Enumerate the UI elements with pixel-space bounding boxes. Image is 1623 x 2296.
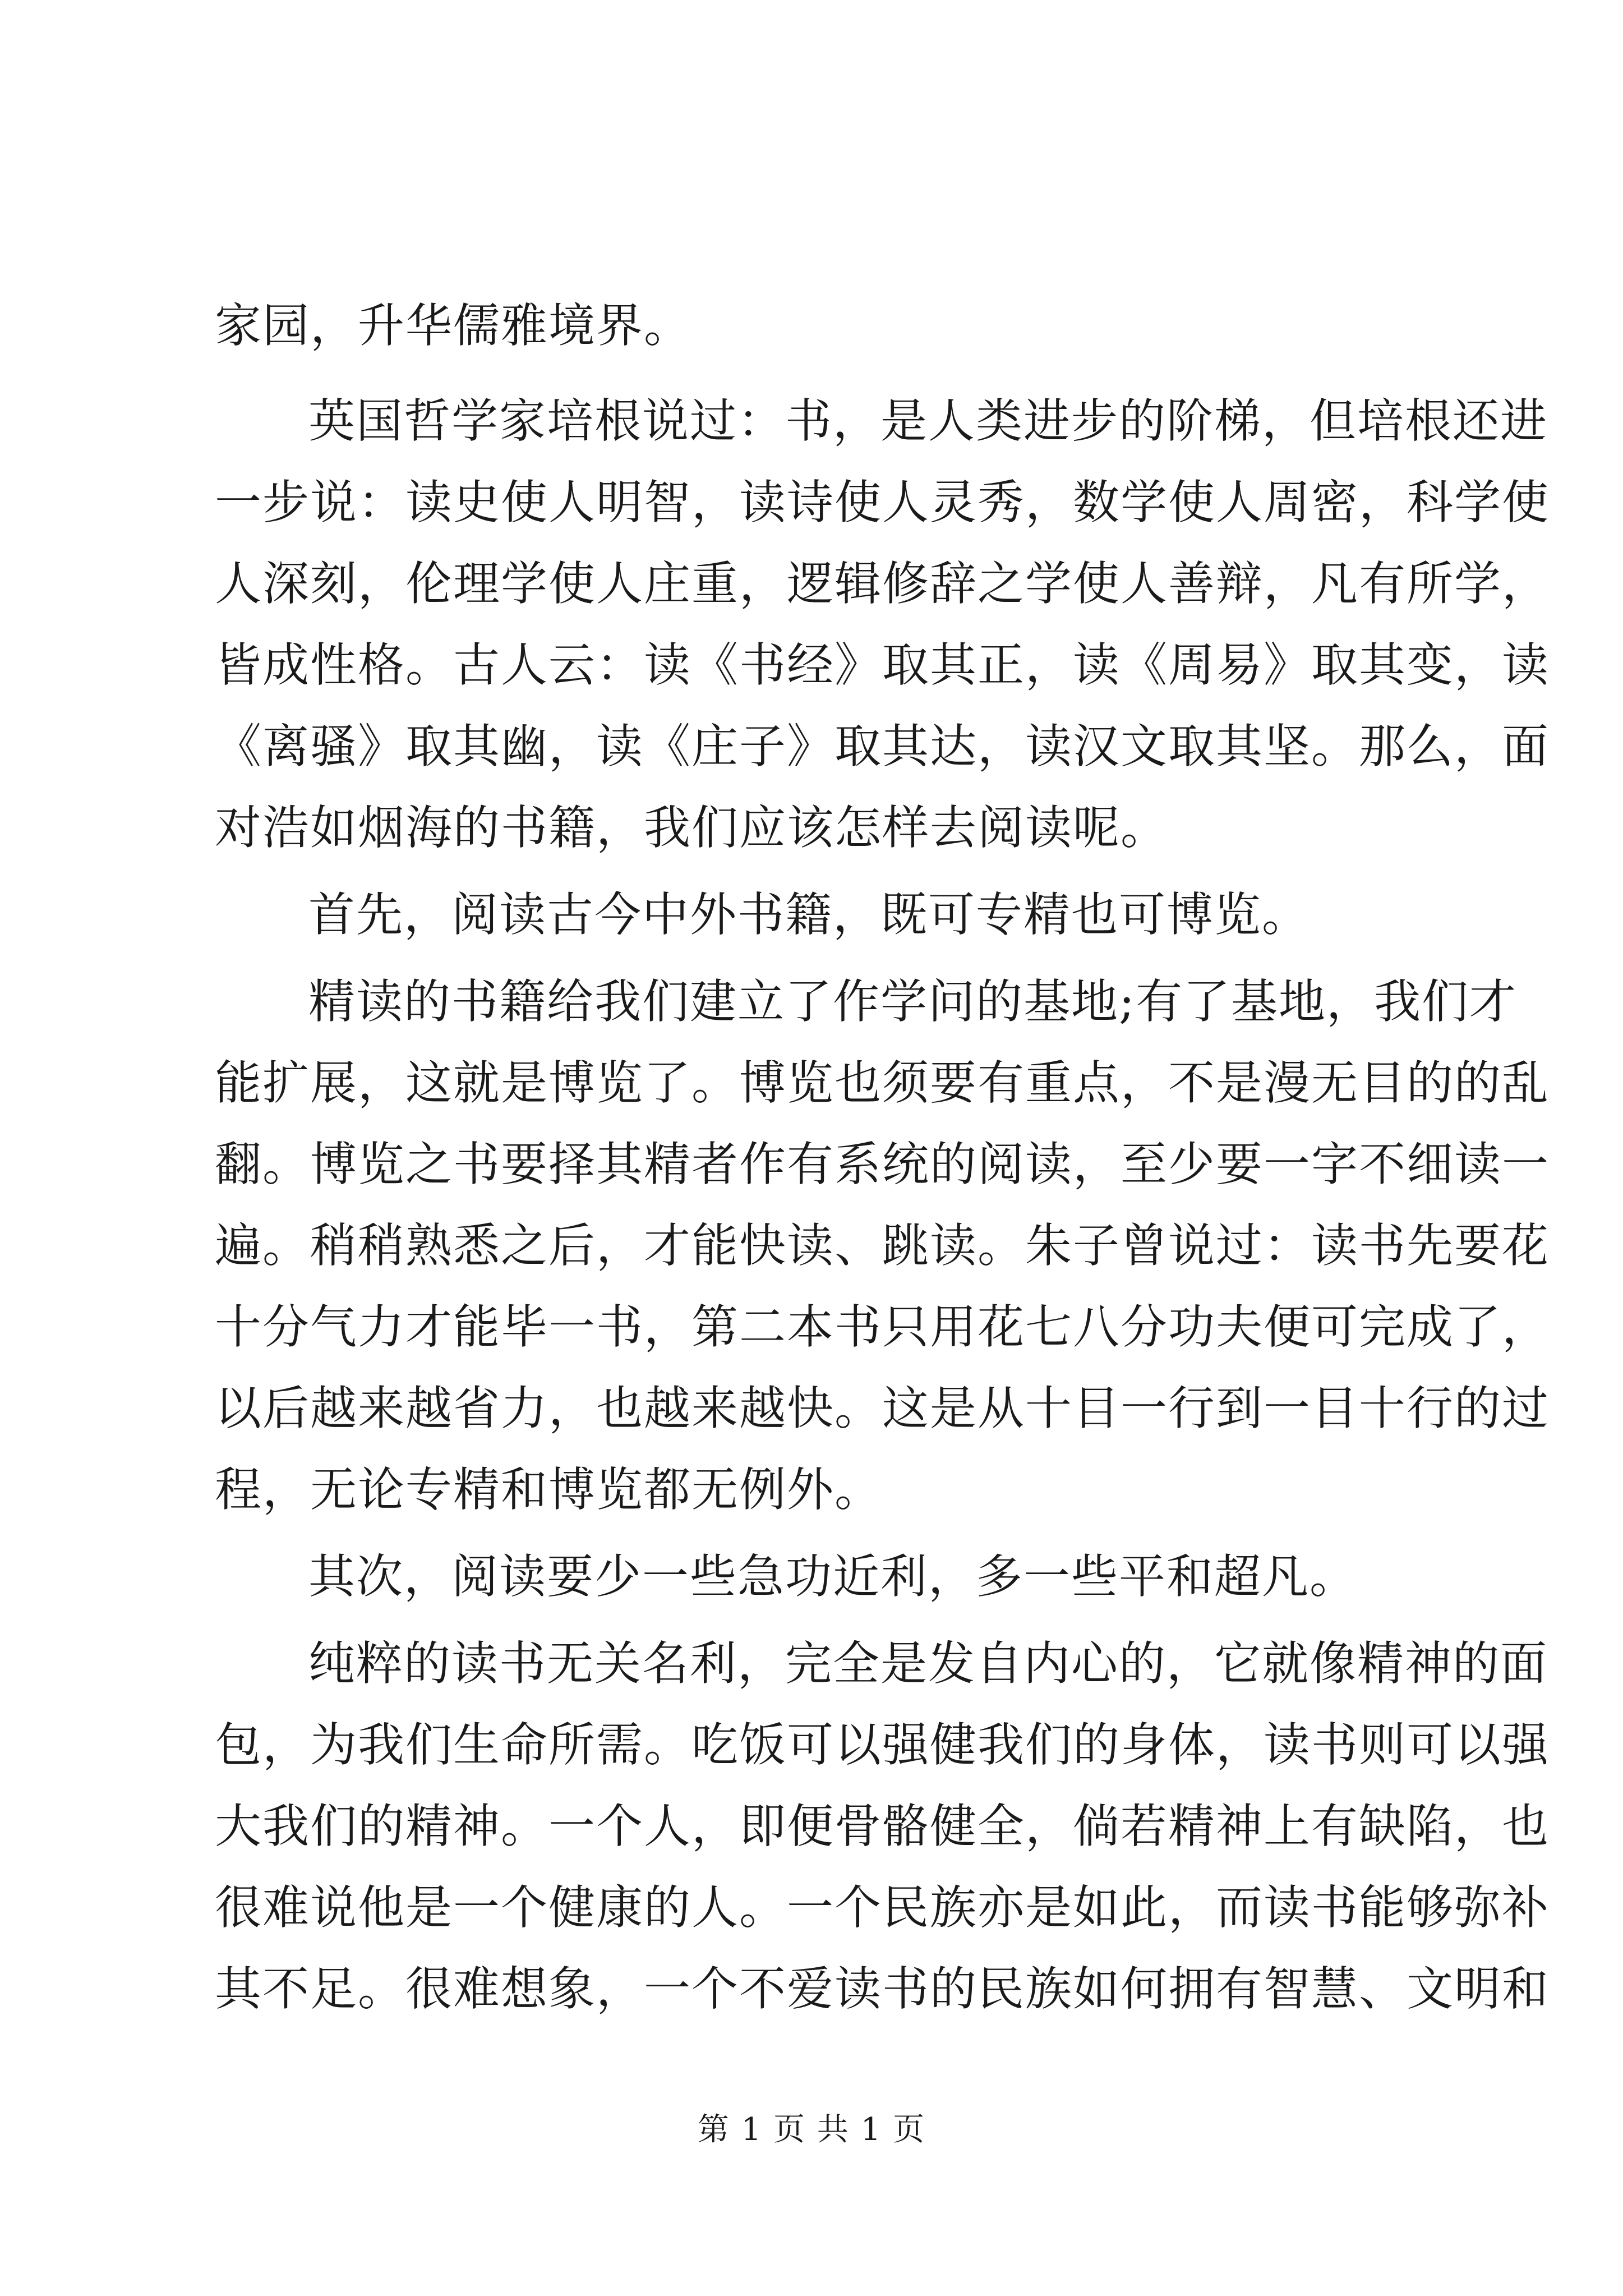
text-line: 很难说他是一个健康的人。一个民族亦是如此，而读书能够弥补 xyxy=(215,1880,1550,1935)
text-line: 人深刻，伦理学使人庄重，逻辑修辞之学使人善辩，凡有所学， xyxy=(215,556,1550,611)
text-line: 以后越来越省力，也越来越快。这是从十目一行到一目十行的过 xyxy=(215,1381,1550,1435)
text-line: 一步说：读史使人明智，读诗使人灵秀，数学使人周密，科学使 xyxy=(215,475,1550,530)
text-line: 十分气力才能毕一书，第二本书只用花七八分功夫便可完成了， xyxy=(215,1300,1550,1354)
page-footer: 第 1 页 共 1 页 xyxy=(697,2111,926,2148)
text-line: 能扩展，这就是博览了。博览也须要有重点，不是漫无目的的乱 xyxy=(215,1056,1550,1110)
text-line: 家园，升华儒雅境界。 xyxy=(215,298,691,353)
text-line: 翻。博览之书要择其精者作有系统的阅读，至少要一字不细读一 xyxy=(215,1137,1550,1191)
paragraph-first-line: 英国哲学家培根说过：书，是人类进步的阶梯，但培根还进 xyxy=(308,394,1548,448)
paragraph-first-line: 精读的书籍给我们建立了作学问的基地;有了基地，我们才 xyxy=(308,974,1517,1029)
text-line: 《离骚》取其幽，读《庄子》取其达，读汉文取其坚。那么，面 xyxy=(215,719,1550,774)
text-line: 包，为我们生命所需。吃饭可以强健我们的身体，读书则可以强 xyxy=(215,1718,1550,1772)
paragraph-first-line: 首先，阅读古今中外书籍，既可专精也可博览。 xyxy=(308,887,1310,942)
text-line: 对浩如烟海的书籍，我们应该怎样去阅读呢。 xyxy=(215,800,1168,855)
text-line: 其不足。很难想象，一个不爱读书的民族如何拥有智慧、文明和 xyxy=(215,1962,1550,2016)
text-line: 程，无论专精和博览都无例外。 xyxy=(215,1462,882,1517)
paragraph-first-line: 纯粹的读书无关名利，完全是发自内心的，它就像精神的面 xyxy=(308,1636,1548,1691)
text-line: 皆成性格。古人云：读《书经》取其正，读《周易》取其变，读 xyxy=(215,638,1550,692)
text-line: 大我们的精神。一个人，即便骨骼健全，倘若精神上有缺陷，也 xyxy=(215,1799,1550,1853)
text-line: 遍。稍稍熟悉之后，才能快读、跳读。朱子曾说过：读书先要花 xyxy=(215,1218,1550,1273)
paragraph-first-line: 其次，阅读要少一些急功近利，多一些平和超凡。 xyxy=(308,1549,1357,1604)
